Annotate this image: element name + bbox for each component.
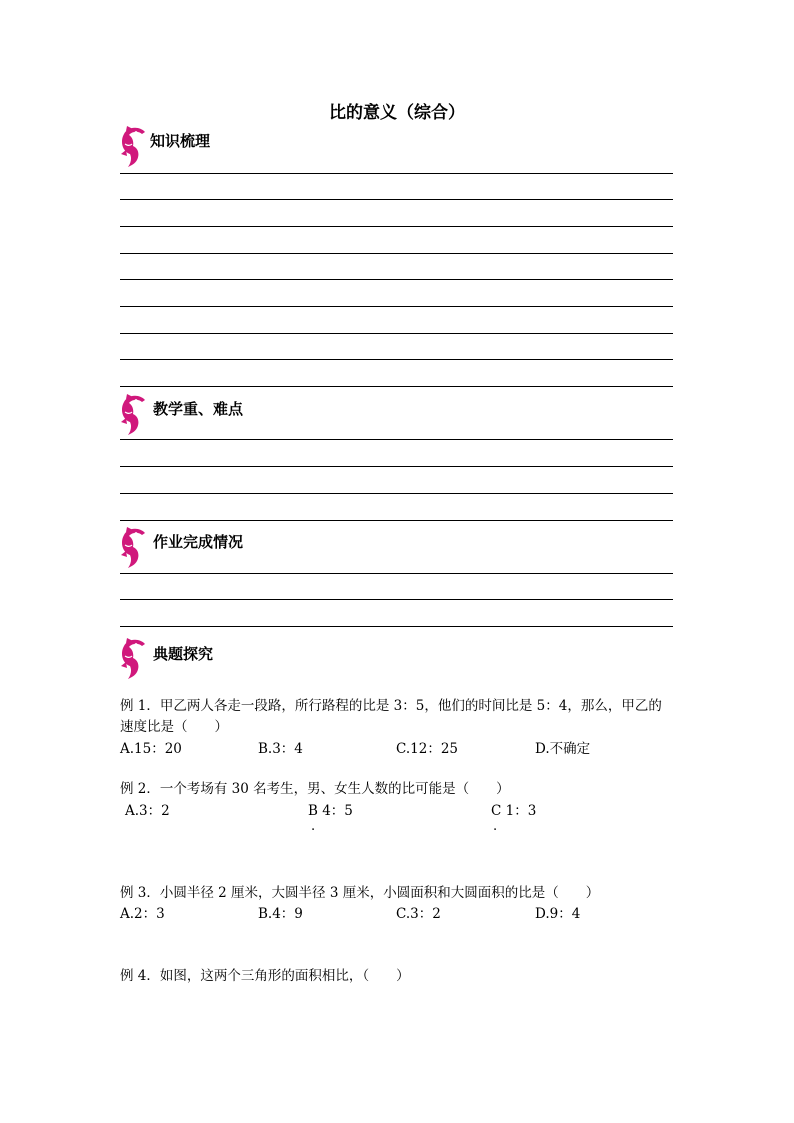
example-1-option-d: D.不确定 — [535, 741, 591, 757]
ruled-line — [120, 493, 673, 494]
ruled-line — [120, 520, 673, 521]
example-1-option-a: A.15：20 — [120, 741, 182, 757]
example-1-question: 例 1．甲乙两人各走一段路，所行路程的比是 3：5，他们的时间比是 5：4，那么，甲乙的 — [120, 698, 662, 714]
ruled-line — [120, 333, 673, 334]
dolphin-icon — [118, 636, 150, 680]
example-3-option-b: B.4：9 — [258, 906, 303, 922]
dolphin-icon — [118, 525, 150, 569]
ruled-line — [120, 173, 673, 174]
example-2-option-b: B 4：5 — [308, 803, 353, 819]
ruled-line — [120, 386, 673, 387]
example-4-question: 例 4．如图，这两个三角形的面积相比，（ ） — [120, 968, 410, 984]
page-title: 比的意义（综合） — [329, 103, 465, 123]
list-marker: . — [311, 819, 316, 834]
section-label: 作业完成情况 — [153, 533, 244, 551]
section-label: 知识梳理 — [150, 132, 211, 150]
example-2-option-c: C 1：3 — [491, 803, 537, 819]
list-marker: . — [493, 819, 498, 834]
ruled-line — [120, 306, 673, 307]
ruled-line — [120, 253, 673, 254]
dolphin-icon — [118, 392, 150, 436]
example-3-option-a: A.2：3 — [120, 906, 165, 922]
example-2-option-a: A.3：2 — [125, 803, 170, 819]
section-label: 典题探究 — [153, 645, 214, 663]
section-label: 教学重、难点 — [153, 400, 244, 418]
example-2-question: 例 2．一个考场有 30 名考生，男、女生人数的比可能是（ ） — [120, 781, 510, 797]
example-1-option-b: B.3：4 — [258, 741, 303, 757]
example-3-question: 例 3．小圆半径 2 厘米，大圆半径 3 厘米，小圆面积和大圆面积的比是（ ） — [120, 885, 600, 901]
example-3-option-d: D.9：4 — [535, 906, 581, 922]
ruled-line — [120, 439, 673, 440]
ruled-line — [120, 359, 673, 360]
ruled-line — [120, 599, 673, 600]
ruled-line — [120, 573, 673, 574]
example-3-option-c: C.3：2 — [396, 906, 441, 922]
ruled-line — [120, 279, 673, 280]
ruled-line — [120, 466, 673, 467]
ruled-line — [120, 199, 673, 200]
dolphin-icon — [118, 124, 150, 168]
example-1-question-cont: 速度比是（ ） — [120, 719, 228, 735]
example-1-option-c: C.12：25 — [396, 741, 458, 757]
ruled-line — [120, 226, 673, 227]
ruled-line — [120, 626, 673, 627]
